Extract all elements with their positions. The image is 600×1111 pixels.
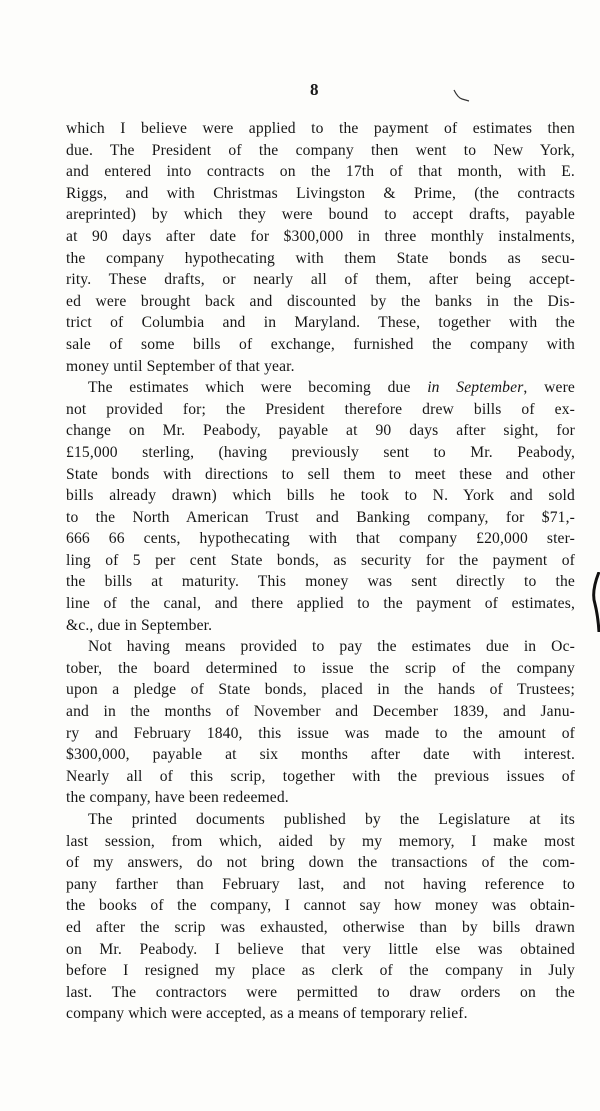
text-line: on Mr. Peabody. I believe that very little else was obtained [66, 940, 575, 958]
stray-ink-mark [452, 88, 472, 104]
text-line: of my answers, do not bring down the transactions of the com- [66, 854, 575, 872]
emphasis: in September [427, 379, 524, 397]
text-line: which I believe were applied to the payment of estimates then [66, 120, 575, 137]
text-line: tober, the board determined to issue the scrip of the company [66, 659, 575, 677]
text-line: at 90 days after date for $300,000 in three monthly instalments, [66, 227, 575, 245]
text-line: The printed documents published by the Legislature at its [88, 811, 575, 828]
text-line: areprinted) by which they were bound to accept drafts, payable [66, 206, 575, 224]
text-line: the company, have been redeemed. [66, 789, 289, 807]
text-line: ry and February 1840, this issue was made to the amount of [66, 724, 575, 742]
paragraph [66, 636, 575, 809]
text-line: line of the canal, and there applied to the payment of estimates, [66, 595, 575, 613]
paragraph [66, 118, 575, 377]
text-line: pany farther than February last, and not having reference to [66, 875, 575, 893]
text-line: 666 66 cents, hypothecating with that company £20,000 ster- [66, 530, 575, 548]
text-line: company which were accepted, as a means of temporary relief. [66, 1005, 468, 1023]
body-text [66, 118, 575, 1025]
text-line: due. The President of the company then went to New York, [66, 141, 575, 159]
text-line: last session, from which, aided by my memory, I make most [66, 832, 575, 850]
text-line: trict of Columbia and in Maryland. These, together with the [66, 314, 575, 332]
text-line: Riggs, and with Christmas Livingston & Prime, (the contracts [66, 184, 575, 202]
text-line: to the North American Trust and Banking company, for $71,- [66, 508, 575, 526]
text-line: the books of the company, I cannot say how money was obtain- [66, 897, 575, 915]
text-line: ed were brought back and discounted by the banks in the Dis- [66, 292, 575, 310]
text-line: change on Mr. Peabody, payable at 90 days after sight, for [66, 422, 575, 440]
text-line: upon a pledge of State bonds, placed in the hands of Trustees; [66, 681, 575, 699]
text-line: Not having means provided to pay the estimates due in Oc- [88, 638, 575, 656]
text-line: and entered into contracts on the 17th of that month, with E. [66, 163, 575, 181]
text-line: £15,000 sterling, (having previously sent to Mr. Peabody, [66, 443, 575, 461]
paragraph [66, 377, 575, 636]
text-line: not provided for; the President therefore drew bills of ex- [66, 400, 575, 418]
page-edge-mark [590, 572, 600, 632]
text-line: the company hypothecating with them State bonds as secu- [66, 249, 575, 267]
text-line: sale of some bills of exchange, furnished the company with [66, 335, 575, 353]
text-line: bills already drawn) which bills he took to N. York and sold [66, 487, 575, 505]
text-line: the bills at maturity. This money was sent directly to the [66, 573, 575, 591]
text-line: State bonds with directions to sell them to meet these and other [66, 465, 575, 483]
text-line: ling of 5 per cent State bonds, as security for the payment of [66, 551, 575, 569]
text-line: rity. These drafts, or nearly all of them, after being accept- [66, 271, 575, 289]
text-line: The estimates which were becoming due in September, were [88, 379, 575, 397]
text-line: last. The contractors were permitted to draw orders on the [66, 983, 575, 1001]
text-line: Nearly all of this scrip, together with the previous issues of [66, 767, 575, 785]
text-line: and in the months of November and December 1839, and Janu- [66, 703, 575, 721]
text-line: before I resigned my place as clerk of the company in July [66, 962, 575, 980]
paragraph [66, 809, 575, 1025]
page-number: 8 [310, 80, 319, 99]
text-line: ed after the scrip was exhausted, otherwise than by bills drawn [66, 918, 575, 936]
text-line: $300,000, payable at six months after date with interest. [66, 746, 575, 764]
text-line: money until September of that year. [66, 357, 295, 375]
text-line: &c., due in September. [66, 616, 213, 634]
